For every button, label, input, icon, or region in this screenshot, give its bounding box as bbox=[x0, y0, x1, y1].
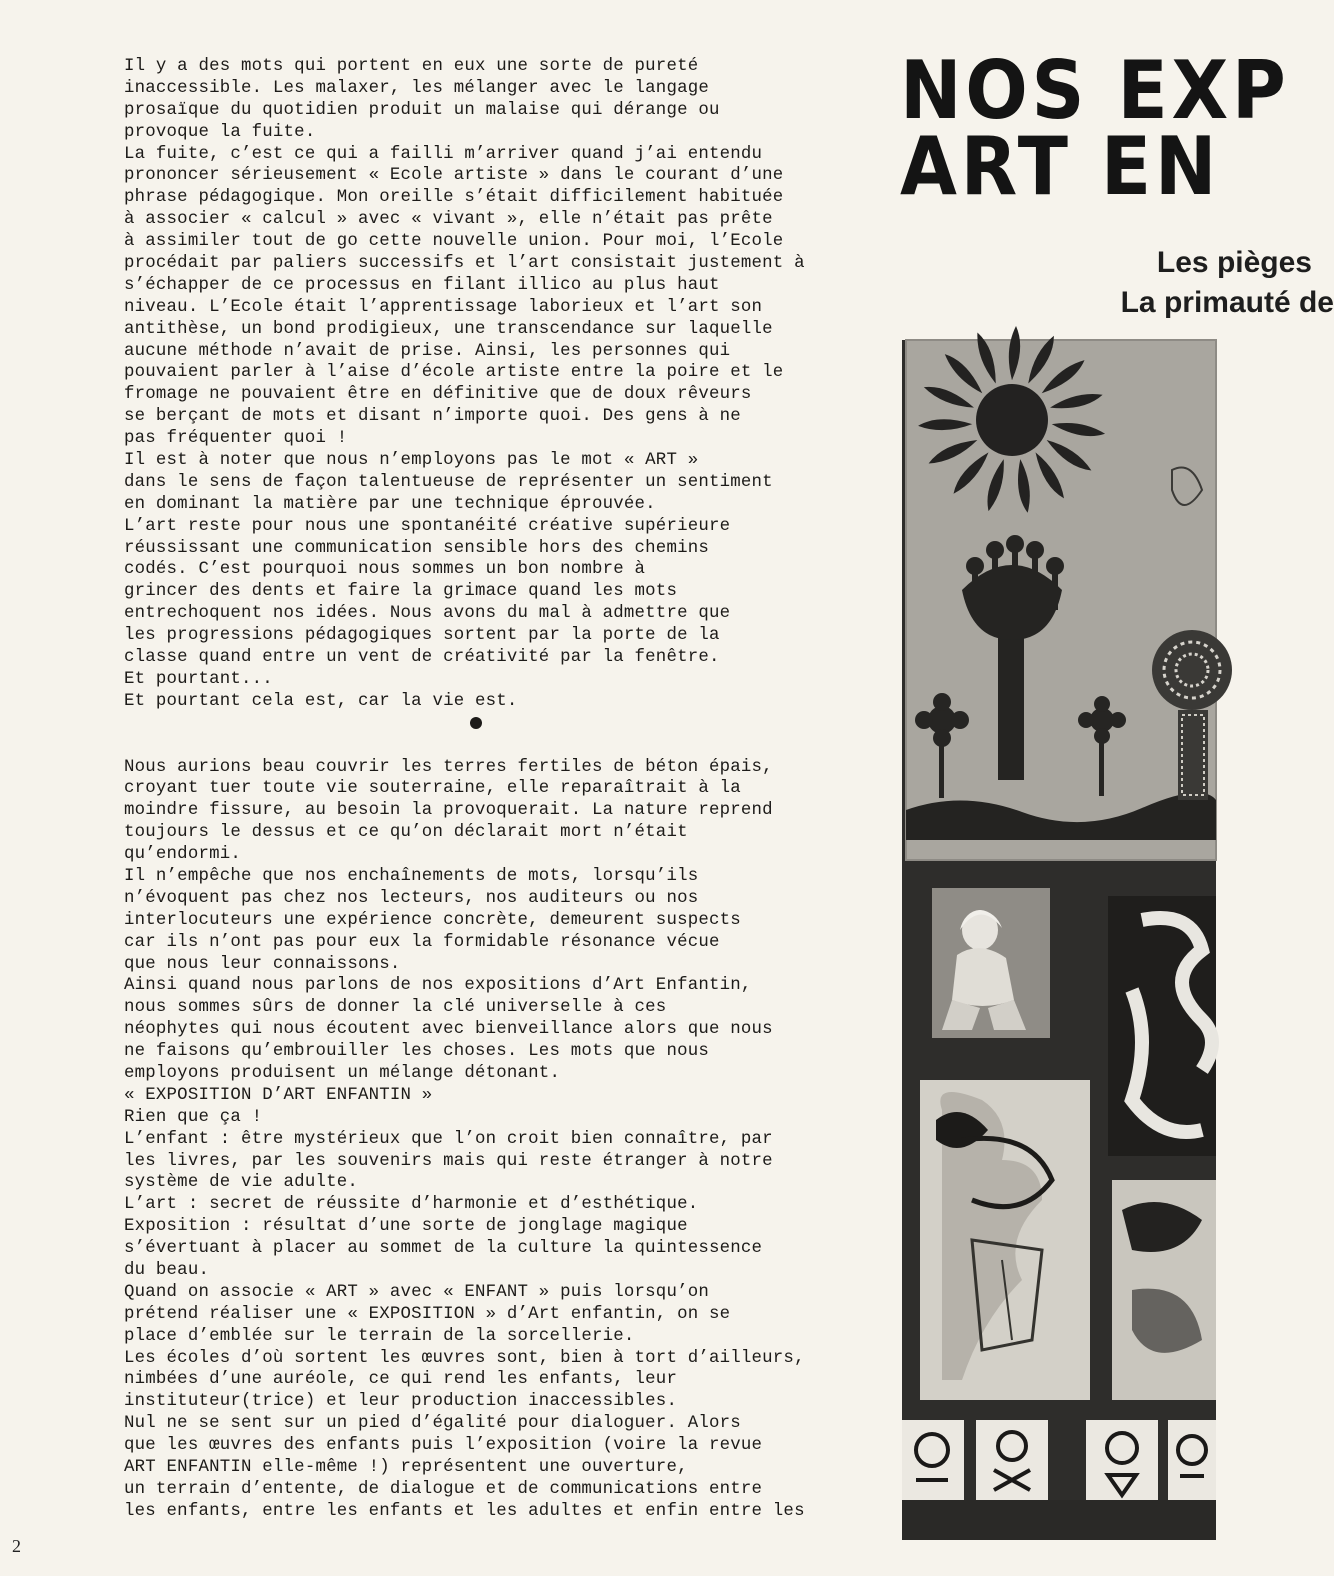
text-line: codés. C’est pourquoi nous sommes un bon nombre à bbox=[124, 560, 646, 580]
text-line: dans le sens de façon talentueuse de représenter un sentiment bbox=[124, 472, 773, 492]
exhibition-photo-drawing bbox=[902, 340, 1216, 1540]
text-line: pouvaient parler à l’aise d’école artiste entre la poire et le bbox=[124, 363, 784, 383]
text-line: niveau. L’Ecole était l’apprentissage laborieux et l’art son bbox=[124, 297, 763, 317]
text-line: à associer « calcul » avec « vivant », elle n’était pas prête bbox=[124, 210, 773, 230]
text-line: provoque la fuite. bbox=[124, 122, 316, 142]
text-line: Il n’empêche que nos enchaînements de mots, lorsqu’ils bbox=[124, 866, 699, 886]
text-line: ART ENFANTIN elle-même !) représentent une ouverture, bbox=[124, 1458, 688, 1477]
text-line: classe quand entre un vent de créativité par la fenêtre. bbox=[124, 648, 720, 668]
text-line: nimbées d’une auréole, ce qui rend les enfants, leur bbox=[124, 1370, 678, 1390]
text-line bbox=[124, 735, 842, 757]
text-line: grincer des dents et faire la grimace quand les mots bbox=[124, 582, 678, 602]
bullet-dot-icon bbox=[470, 717, 482, 729]
text-line: Quand on associe « ART » avec « ENFANT » puis lorsqu’on bbox=[124, 1282, 709, 1302]
text-line: néophytes qui nous écoutent avec bienveillance alors que nous bbox=[124, 1020, 773, 1040]
text-line: Exposition : résultat d’une sorte de jonglage magique bbox=[124, 1217, 688, 1237]
title-line-2: ART EN bbox=[900, 120, 1221, 213]
text-line: s’échapper de ce processus en filant illico au plus haut bbox=[124, 275, 720, 295]
text-line: pas fréquenter quoi ! bbox=[124, 429, 348, 449]
text-line: croyant tuer toute vie souterraine, elle reparaîtrait à la bbox=[124, 779, 741, 799]
text-line: Et pourtant cela est, car la vie est. bbox=[124, 691, 518, 711]
text-line: les enfants, entre les enfants et les adultes et enfin entre les bbox=[124, 1501, 805, 1521]
article-subtitle bbox=[900, 246, 1334, 332]
text-line: interlocuteurs une expérience concrète, demeurent suspects bbox=[124, 910, 741, 930]
text-line: prosaïque du quotidien produit un malaise qui dérange ou bbox=[124, 100, 720, 120]
text-line: Et pourtant... bbox=[124, 669, 273, 689]
text-line: procédait par paliers successifs et l’art consistait justement à bbox=[124, 254, 805, 274]
text-line: du beau. bbox=[124, 1260, 210, 1280]
page-number: 2 bbox=[12, 1536, 21, 1556]
text-line: Nous aurions beau couvrir les terres fertiles de béton épais, bbox=[124, 757, 773, 777]
text-line: aucune méthode n’avait de prise. Ainsi, les personnes qui bbox=[124, 341, 731, 361]
exhibition-photo bbox=[902, 340, 1216, 1540]
text-line: Les écoles d’où sortent les œuvres sont, bien à tort d’ailleurs, bbox=[124, 1348, 805, 1368]
text-line: que nous leur connaissons. bbox=[124, 954, 401, 974]
text-line: système de vie adulte. bbox=[124, 1173, 358, 1193]
text-line: L’art : secret de réussite d’harmonie et d’esthétique. bbox=[124, 1195, 699, 1215]
text-line: Il y a des mots qui portent en eux une sorte de pureté bbox=[124, 57, 699, 76]
text-line: place d’emblée sur le terrain de la sorcellerie. bbox=[124, 1326, 635, 1346]
subtitle-line-1: Les pièges bbox=[1156, 246, 1312, 279]
article-text bbox=[124, 56, 842, 1523]
text-line: Nul ne se sent sur un pied d’égalité pour dialoguer. Alors bbox=[124, 1414, 741, 1434]
text-line: fromage ne pouvaient être en définitive que de doux rêveurs bbox=[124, 385, 752, 405]
text-line: phrase pédagogique. Mon oreille s’était difficilement habituée bbox=[124, 188, 784, 208]
text-line: ne faisons qu’embrouiller les choses. Les mots que nous bbox=[124, 1042, 709, 1062]
text-line: La fuite, c’est ce qui a failli m’arriver quand j’ai entendu bbox=[124, 144, 763, 164]
text-line: antithèse, un bond prodigieux, une transcendance sur laquelle bbox=[124, 319, 773, 339]
text-line: à assimiler tout de go cette nouvelle union. Pour moi, l’Ecole bbox=[124, 232, 784, 252]
text-line: qu’endormi. bbox=[124, 845, 241, 865]
text-line: prononcer sérieusement « Ecole artiste » dans le courant d’une bbox=[124, 166, 784, 186]
text-line: instituteur(trice) et leur production inaccessibles. bbox=[124, 1392, 678, 1412]
text-line: Ainsi quand nous parlons de nos expositions d’Art Enfantin, bbox=[124, 976, 752, 996]
text-line: L’art reste pour nous une spontanéité créative supérieure bbox=[124, 516, 731, 536]
text-line: réussissant une communication sensible hors des chemins bbox=[124, 538, 709, 558]
text-line: nous sommes sûrs de donner la clé universelle à ces bbox=[124, 998, 667, 1018]
text-line: s’évertuant à placer au sommet de la culture la quintessence bbox=[124, 1239, 763, 1259]
text-line: car ils n’ont pas pour eux la formidable résonance vécue bbox=[124, 932, 720, 952]
text-line: Il est à noter que nous n’employons pas le mot « ART » bbox=[124, 451, 699, 471]
text-line: les livres, par les souvenirs mais qui reste étranger à notre bbox=[124, 1151, 773, 1171]
text-line: entrechoquent nos idées. Nous avons du mal à admettre que bbox=[124, 604, 731, 624]
text-line: n’évoquent pas chez nos lecteurs, nos auditeurs ou nos bbox=[124, 888, 699, 908]
text-line: employons produisent un mélange détonant. bbox=[124, 1063, 561, 1083]
text-line: Rien que ça ! bbox=[124, 1107, 263, 1127]
child-photo bbox=[932, 888, 1050, 1038]
section-separator bbox=[124, 713, 842, 735]
text-line: moindre fissure, au besoin la provoquerait. La nature reprend bbox=[124, 801, 773, 821]
text-line: se berçant de mots et disant n’importe quoi. Des gens à ne bbox=[124, 407, 741, 427]
text-line: que les œuvres des enfants puis l’exposition (voire la revue bbox=[124, 1436, 763, 1456]
text-line: prétend réaliser une « EXPOSITION » d’Art enfantin, on se bbox=[124, 1304, 731, 1324]
subtitle-line-2: La primauté de bbox=[1120, 286, 1334, 319]
text-line: un terrain d’entente, de dialogue et de communications entre bbox=[124, 1479, 763, 1499]
text-line: toujours le dessus et ce qu’on déclarait mort n’était bbox=[124, 823, 688, 843]
text-line: en dominant la matière par une technique éprouvée. bbox=[124, 494, 656, 514]
text-line: inaccessible. Les malaxer, les mélanger avec le langage bbox=[124, 78, 709, 98]
title-line-1: NOS EXP bbox=[900, 44, 1290, 137]
article-title bbox=[900, 44, 1290, 213]
text-line: « EXPOSITION D’ART ENFANTIN » bbox=[124, 1085, 433, 1105]
text-line: les progressions pédagogiques sortent par la porte de la bbox=[124, 626, 720, 646]
text-line: L’enfant : être mystérieux que l’on croit bien connaître, par bbox=[124, 1129, 773, 1149]
